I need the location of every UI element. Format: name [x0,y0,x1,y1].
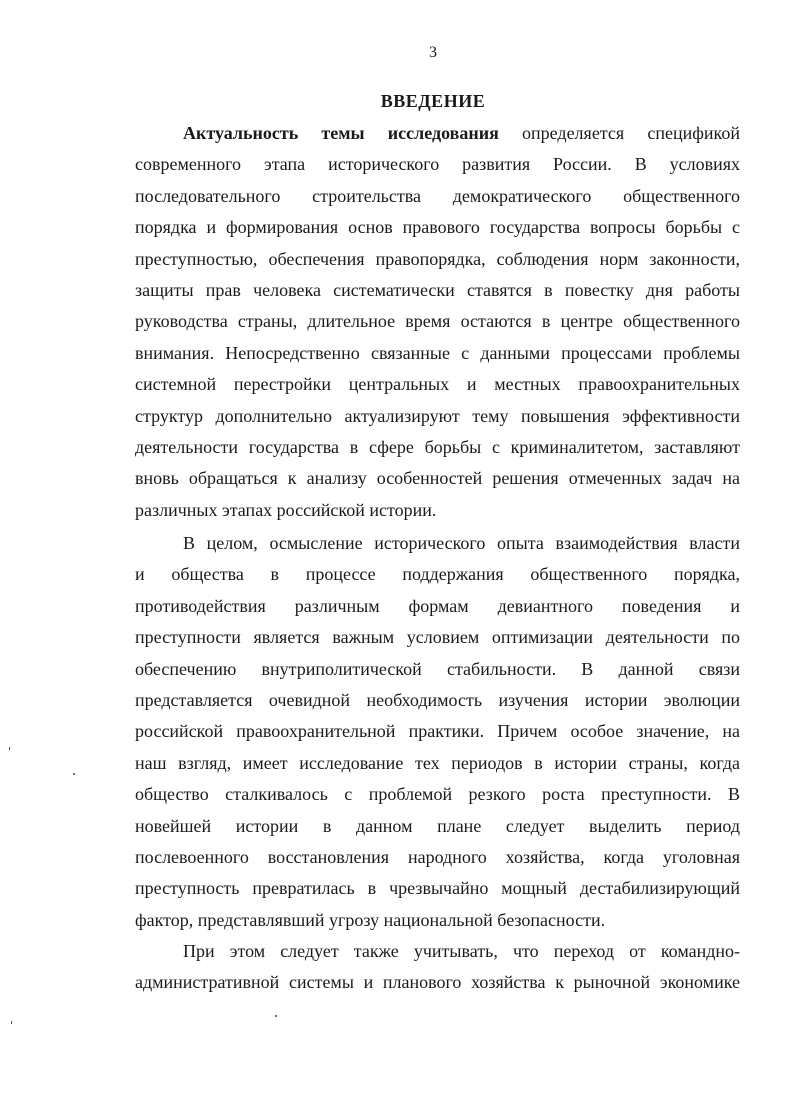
paragraph-line: послевоенного восстановления народного хозяйства, когда уголовная [135,846,740,867]
paragraph-line: фактор, представлявший угрозу национальной безопасности. [135,909,606,930]
paragraph-line: структур дополнительно актуализируют тему повышения эффективности [135,405,740,426]
paragraph-line: представляется очевидной необходимость изучения истории эволюции [135,689,740,710]
paragraph-line: последовательного строительства демократического общественного [135,185,740,206]
paragraph-line: российской правоохранительной практики. Причем особое значение, на [135,721,740,742]
paragraph-line: защиты прав человека систематически ставятся в повестку дня работы [135,279,740,300]
paragraph-historical-experience [135,528,740,936]
paragraph-transition [135,936,740,999]
paragraph-line: При этом следует также учитывать, что переход от командно- [183,941,740,961]
paragraph-line: преступностью, обеспечения правопорядка, соблюдения норм законности, [135,248,740,269]
scan-speck [73,773,75,775]
section-heading: ВВЕДЕНИЕ [380,91,486,111]
paragraph-line: вновь обращаться к анализу особенностей решения отмеченных задач на [135,468,740,489]
scan-speck [9,747,10,750]
paragraph-line: противодействия различным формам девиантного поведения и [135,595,740,616]
paragraph-line: системной перестройки центральных и местных правоохранительных [135,374,740,395]
paragraph-line: преступности является важным условием оптимизации деятельности по [135,627,740,648]
page-number: 3 [429,44,437,61]
paragraph-line: преступность превратилась в чрезвычайно мощный дестабилизирующий [135,878,740,899]
paragraph-line: и общества в процессе поддержания общественного порядка, [135,564,740,585]
paragraph-line: наш взгляд, имеет исследование тех периодов в истории страны, когда [135,752,740,773]
paragraph-line: общество сталкивалось с проблемой резкого роста преступности. В [135,784,740,805]
paragraph-line: порядка и формирования основ правового государства вопросы борьбы с [135,217,740,238]
paragraph-line: современного этапа исторического развития России. В условиях [135,154,740,175]
paragraph-line: административной системы и планового хозяйства к рыночной экономике [135,972,740,993]
paragraph-line: новейшей истории в данном плане следует выделить период [135,815,740,836]
paragraph-line: деятельности государства в сфере борьбы с криминалитетом, заставляют [135,436,740,457]
scan-speck [11,1021,12,1024]
paragraph-line: внимания. Непосредственно связанные с данными процессами проблемы [135,342,740,363]
paragraph-line: обеспечению внутриполитической стабильности. В данной связи [135,658,740,679]
paragraph-relevance [135,118,740,526]
scan-speck [275,1015,277,1017]
paragraph-line: Актуальность темы исследования определяется спецификой [183,123,740,143]
paragraph-line: различных этапах российской истории. [135,499,437,520]
paragraph-line: руководства страны, длительное время остаются в центре общественного [135,311,740,332]
paragraph-line: В целом, осмысление исторического опыта взаимодействия власти [183,533,740,553]
bold-lead: Актуальность темы исследования [183,123,499,143]
